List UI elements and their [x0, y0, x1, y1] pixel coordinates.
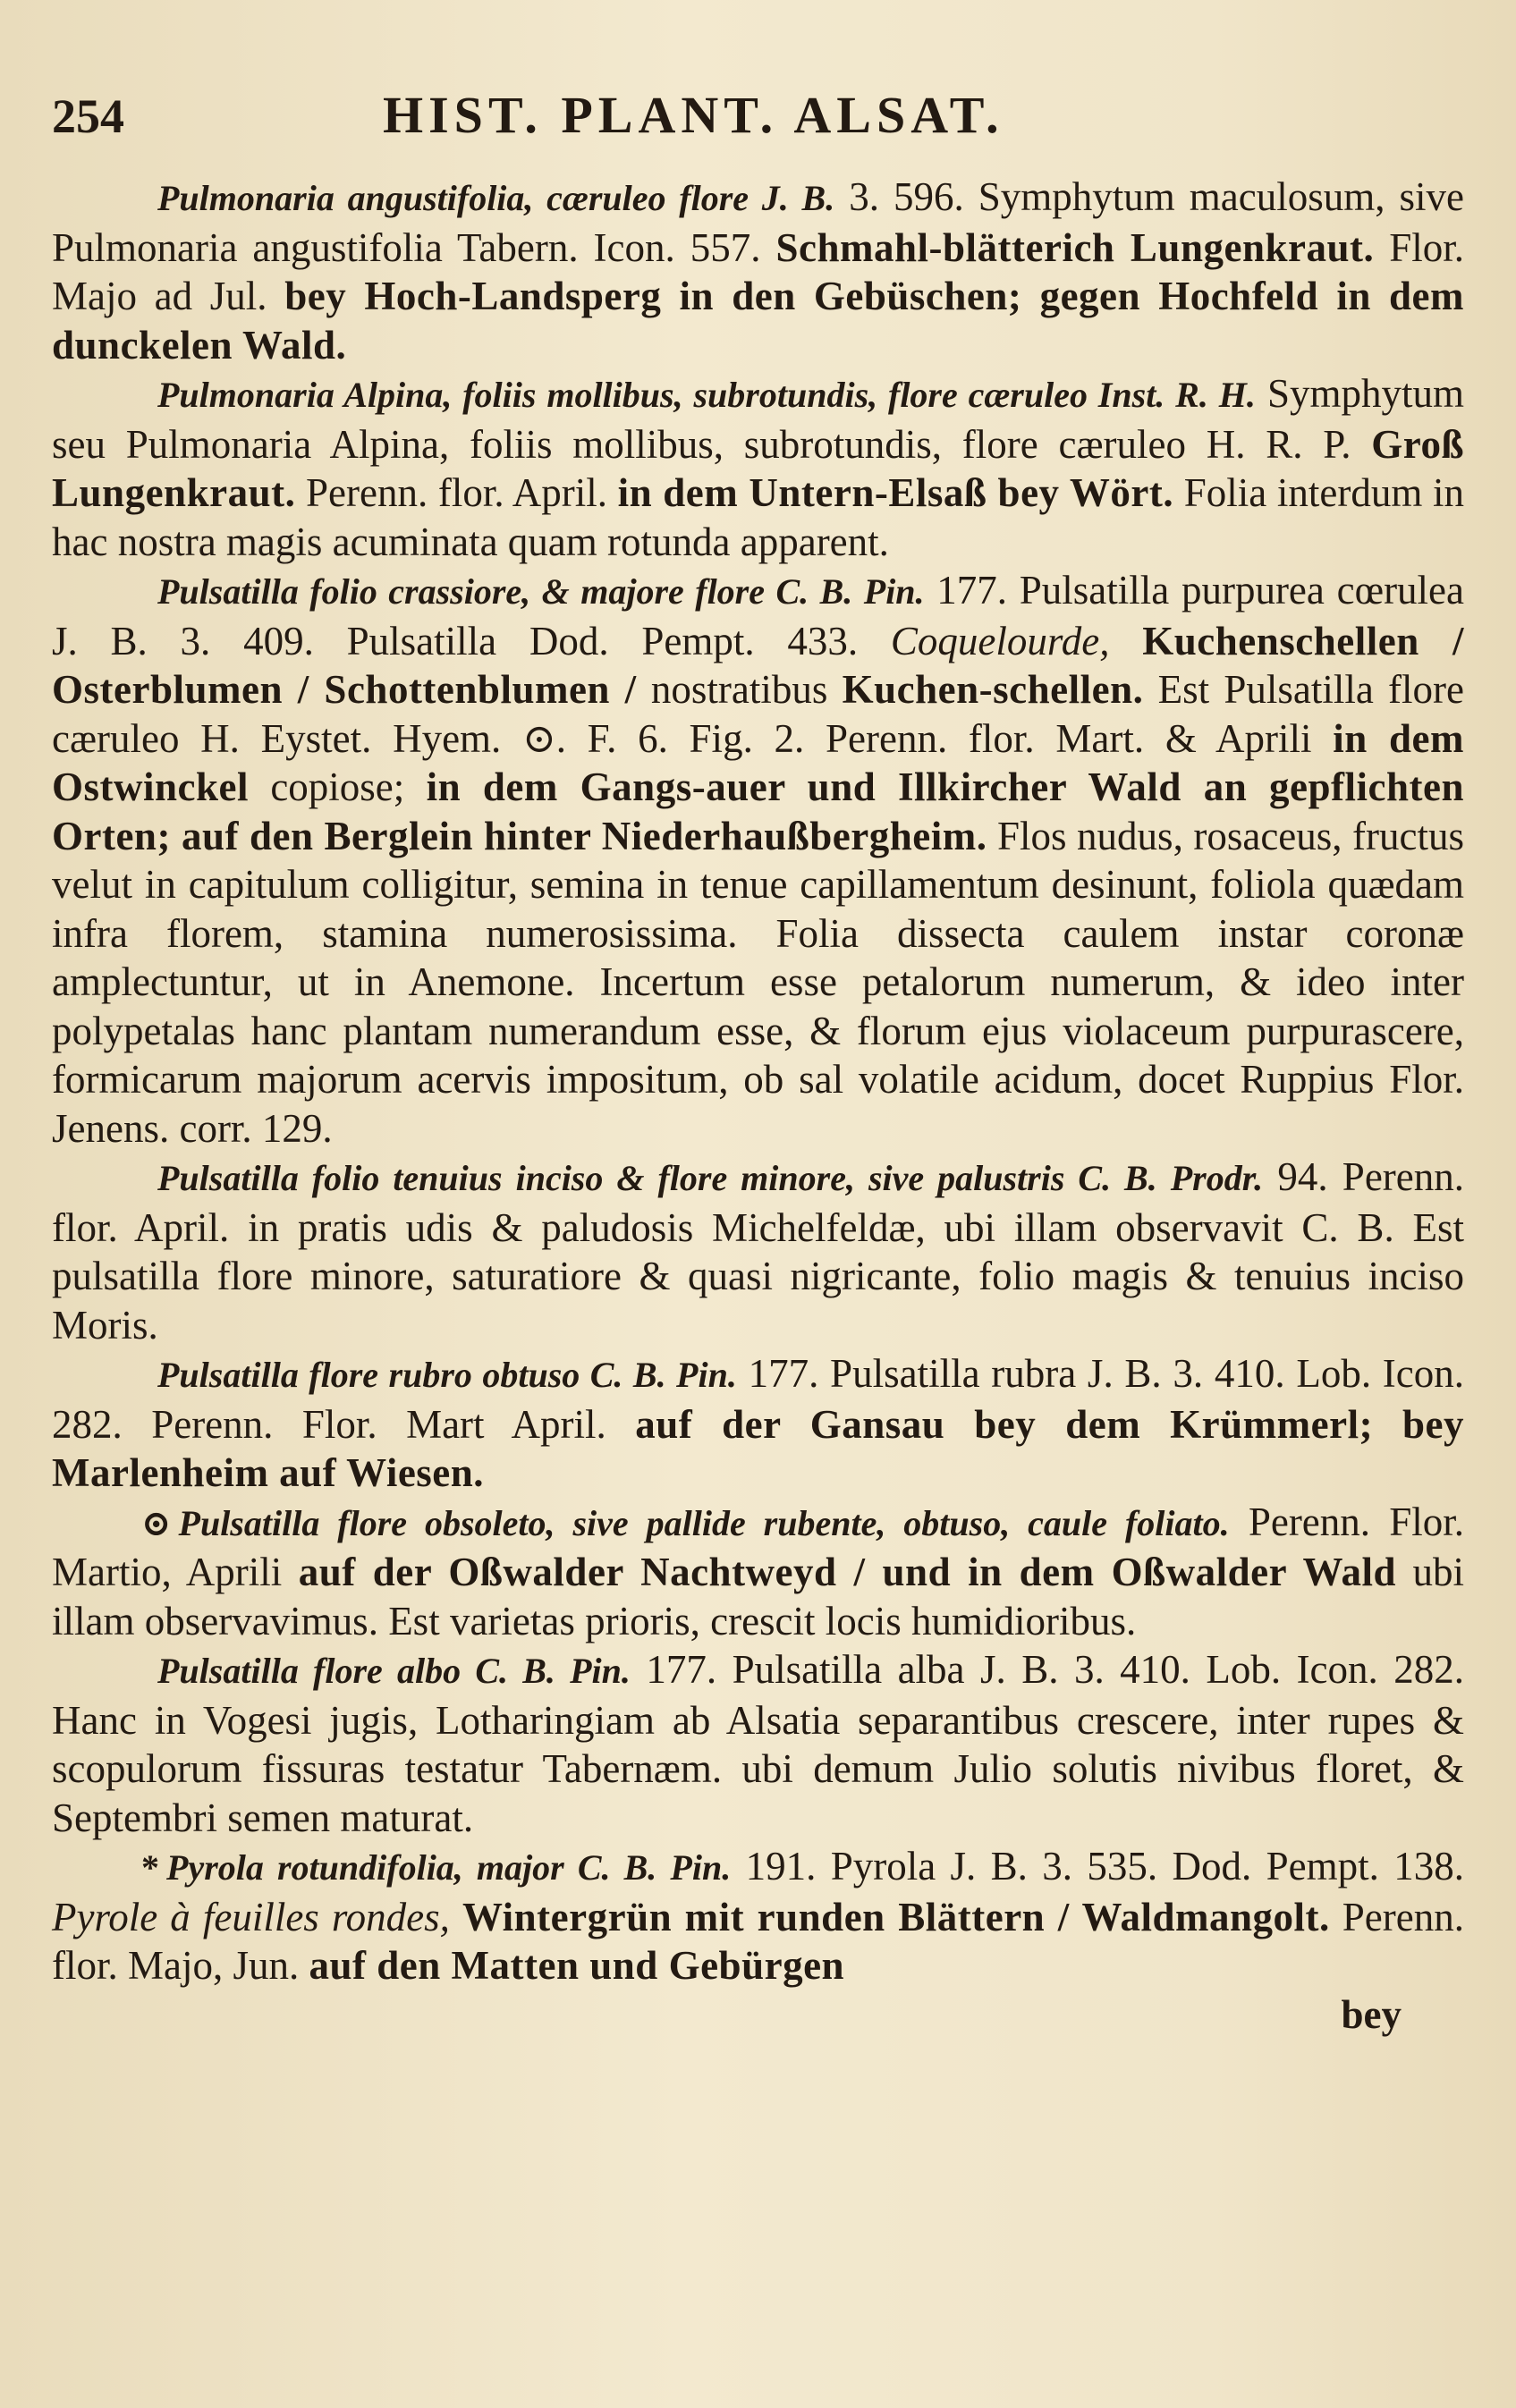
entry-vernacular: auf der Gansau bey dem Krümmerl; bey Marlenheim auf Wiesen.: [52, 1401, 1465, 1495]
page-header: [52, 85, 1464, 156]
entry-vernacular: Wintergrün mit runden Blättern / Waldmangolt.: [462, 1894, 1330, 1939]
running-title: HIST. PLANT. ALSAT.: [383, 86, 1004, 144]
page-number: 254: [52, 89, 124, 143]
entry-french-name: Pyrole à feuilles rondes,: [52, 1894, 450, 1939]
entry-lemma: Pyrola rotundifolia, major C. B. Pin.: [166, 1847, 732, 1888]
entry-lemma: Pulsatilla folio tenuius inciso & flore minore, sive palustris C. B. Prodr.: [157, 1158, 1264, 1198]
entry-vernacular: in dem Ostwinckel: [52, 715, 1464, 809]
entry-text: Perenn. flor. April.: [305, 470, 607, 515]
entry-pulsatilla-palustris: [52, 1153, 1464, 1349]
entry-text: 177. Pulsatilla rubra J. B. 3. 410. Lob. Icon. 282. Perenn. Flor. Mart April.: [52, 1351, 1465, 1447]
entry-text: 191. Pyrola J. B. 3. 535. Dod. Pempt. 138.: [745, 1844, 1464, 1888]
circle-marker-icon: ⊙: [141, 1502, 172, 1543]
entry-pulmonaria-alpina: [52, 369, 1464, 566]
entry-vernacular: in dem Untern-Elsaß bey Wört.: [617, 470, 1174, 515]
entry-vernacular: in dem Gangs-auer und Illkircher Wald an gepflichten Orten; auf den Berglein hinter Niederhaußbergheim.: [52, 765, 1465, 858]
entry-text: 3. 596. Symphytum maculosum, sive Pulmonaria angustifolia Tabern. Icon. 557.: [52, 174, 1465, 270]
entry-vernacular: Kuchen-schellen.: [842, 667, 1144, 712]
entry-french-name: Coquelourde,: [890, 618, 1110, 663]
entry-text: ubi illam observavimus. Est varietas prioris, crescit locis humidioribus.: [52, 1550, 1465, 1643]
entry-vernacular: auf der Oßwalder Nachtweyd / und in dem Oßwalder Wald: [298, 1550, 1397, 1594]
entry-vernacular: bey Hoch-Landsperg in den Gebüschen; gegen Hochfeld in dem dunckelen Wald.: [52, 274, 1464, 368]
entry-lemma-wrap: [52, 1503, 1230, 1543]
entry-pyrola-rotundifolia: [52, 1842, 1464, 1990]
entry-lemma: Pulmonaria angustifolia, cæruleo flore J. B.: [157, 178, 835, 218]
entry-text: Est Pulsatilla flore cæruleo H. Eystet. Hyem. ⊙. F. 6. Fig. 2. Perenn. flor. Mart. & Aprili: [52, 667, 1464, 761]
entry-text: Perenn. Flor. Martio, Aprili: [52, 1499, 1464, 1594]
entry-pulsatilla-crassiore: [52, 566, 1464, 1153]
entry-vernacular: Groß Lungenkraut.: [52, 421, 1464, 515]
entry-lemma: Pulsatilla flore albo C. B. Pin.: [157, 1651, 631, 1691]
entry-lemma-wrap: [52, 1847, 731, 1888]
entry-lemma: Pulmonaria Alpina, foliis mollibus, subrotundis, flore cæruleo Inst. R. H.: [157, 375, 1256, 415]
entry-pulsatilla-rubro: [52, 1349, 1464, 1498]
asterisk-marker-icon: *: [141, 1847, 159, 1888]
entry-lemma: Pulsatilla flore rubro obtuso C. B. Pin.: [157, 1355, 737, 1395]
entry-pulsatilla-obsoleto: [52, 1498, 1464, 1646]
entry-text: nostratibus: [650, 667, 828, 712]
entry-lemma: Pulsatilla folio crassiore, & majore flore C. B. Pin.: [157, 571, 925, 612]
entry-text: Folia interdum in hac nostra magis acuminata quam rotunda apparent.: [52, 470, 1464, 564]
entry-text: 94. Perenn. flor. April. in pratis udis & paludosis Michelfeldæ, ubi illam observavit C. B. Est pulsatilla flore minore, saturatiore & quasi nigricante, folio magis & tenuius inciso Moris.: [52, 1154, 1465, 1348]
entry-text: 177. Pulsatilla purpurea cœrulea J. B. 3. 409. Pulsatilla Dod. Pempt. 433.: [52, 568, 1465, 663]
entry-text: Flor. Majo ad Jul.: [52, 224, 1465, 318]
entry-vernacular: Kuchenschellen / Osterblumen / Schottenblumen /: [52, 618, 1465, 712]
entry-text: Flos nudus, rosaceus, fructus velut in capitulum colligitur, semina in tenue capillamentum desinunt, foliola quædam infra florem, stamina numerosissima. Folia dissecta caulem instar coronæ amplectuntur, ut in Anemone. Incertum esse petalorum numerum, & ideo inter polypetalas hanc plantam numerandum esse, & florum ejus violaceum purpurascere, formicarum majorum acervis impositum, ob sal volatile acidum, docet Ruppius Flor. Jenens. corr. 129.: [52, 813, 1464, 1151]
entry-text: Perenn. flor. Majo, Jun.: [52, 1894, 1464, 1988]
catchword: bey: [1341, 1991, 1402, 2037]
entry-text: Symphytum seu Pulmonaria Alpina, foliis mollibus, subrotundis, flore cæruleo H. R. P.: [52, 371, 1465, 467]
entry-vernacular: auf den Matten und Gebürgen: [309, 1943, 845, 1988]
entry-vernacular: Schmahl-blätterich Lungenkraut.: [775, 224, 1375, 270]
entry-lemma: Pulsatilla flore obsoleto, sive pallide rubente, obtuso, caule foliato.: [178, 1502, 1230, 1543]
entry-text: 177. Pulsatilla alba J. B. 3. 410. Lob. Icon. 282. Hanc in Vogesi jugis, Lotharingiam ab Alsatia separantibus crescere, inter rupes & scopulorum fissuras testatur Tabernæm. ubi demum Julio solutis nivibus floret, & Septembri semen maturat.: [52, 1647, 1465, 1840]
entry-pulsatilla-albo: [52, 1645, 1464, 1842]
entry-pulmonaria-angustifolia: [52, 173, 1464, 369]
entry-text: copiose;: [270, 765, 405, 809]
